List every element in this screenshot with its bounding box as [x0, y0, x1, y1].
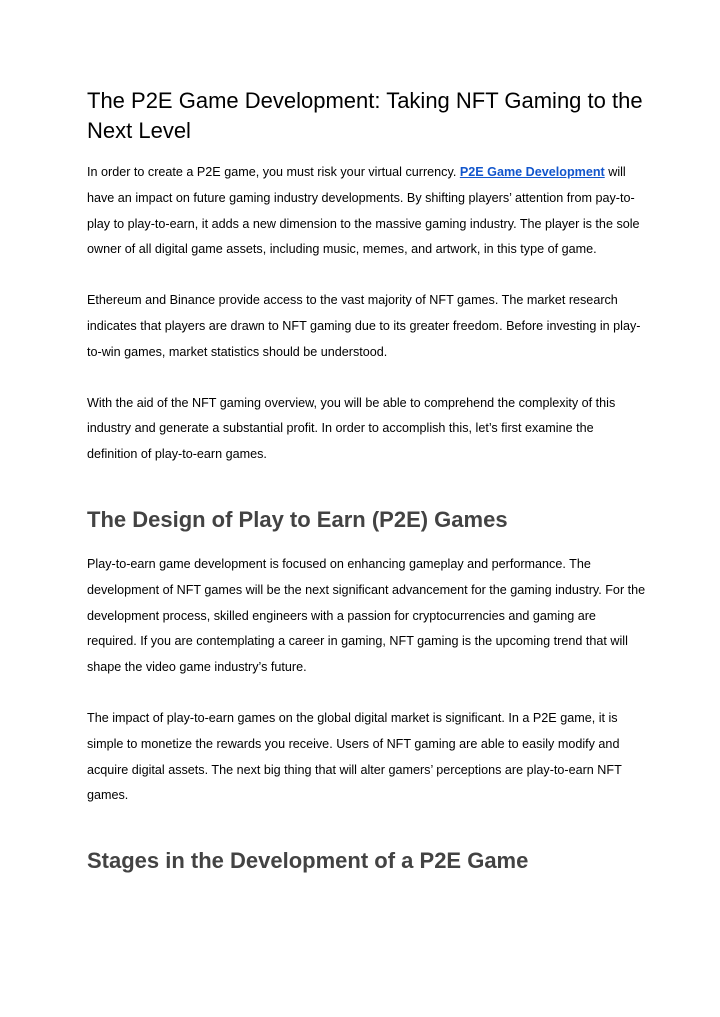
section-heading-design: The Design of Play to Earn (P2E) Games [87, 506, 508, 532]
paragraph-p2e-development-focus: Play-to-earn game development is focused on enhancing gameplay and performance. The development of NFT games will be the next significant advancement for the gaming industry. For the development process, skilled engineers with a passion for cryptocurrencies and gaming are required. If you are contemplating a career in gaming, NFT gaming is the upcoming trend that will shape the video game industry’s future. [87, 556, 646, 675]
document-title: The P2E Game Development: Taking NFT Gaming to the Next Level [87, 88, 643, 143]
p2e-game-development-link[interactable]: P2E Game Development [459, 165, 605, 179]
paragraph-nft-games-market: Ethereum and Binance provide access to the vast majority of NFT games. The market research indicates that players are drawn to NFT gaming due to its greater freedom. Before investing in play-to-win games, market statistics should be understood. [87, 293, 641, 359]
paragraph-p2e-market-impact: The impact of play-to-earn games on the global digital market is significant. In a P2E game, it is simple to monetize the rewards you receive. Users of NFT gaming are able to easily modify and acquire digital assets. The next big thing that will alter gamers’ perceptions are play-to-earn NFT games. [87, 710, 622, 803]
section-heading-stages: Stages in the Development of a P2E Game [87, 848, 529, 874]
intro-text-before-link: In order to create a P2E game, you must risk your virtual currency. [87, 165, 460, 179]
document-page [87, 86, 647, 877]
intro-text-after-link: will have an impact on future gaming industry developments. By shifting players’ attention from pay-to-play to play-to-earn, it adds a new dimension to the massive gaming industry. The player is the sole owner of all digital game assets, including music, memes, and artwork, in this type of game. [87, 165, 640, 257]
intro-paragraph [87, 160, 647, 263]
paragraph-nft-gaming-overview: With the aid of the NFT gaming overview, you will be able to comprehend the complexity of this industry and generate a substantial profit. In order to accomplish this, let’s first examine the definition of play-to-earn games. [87, 395, 616, 462]
